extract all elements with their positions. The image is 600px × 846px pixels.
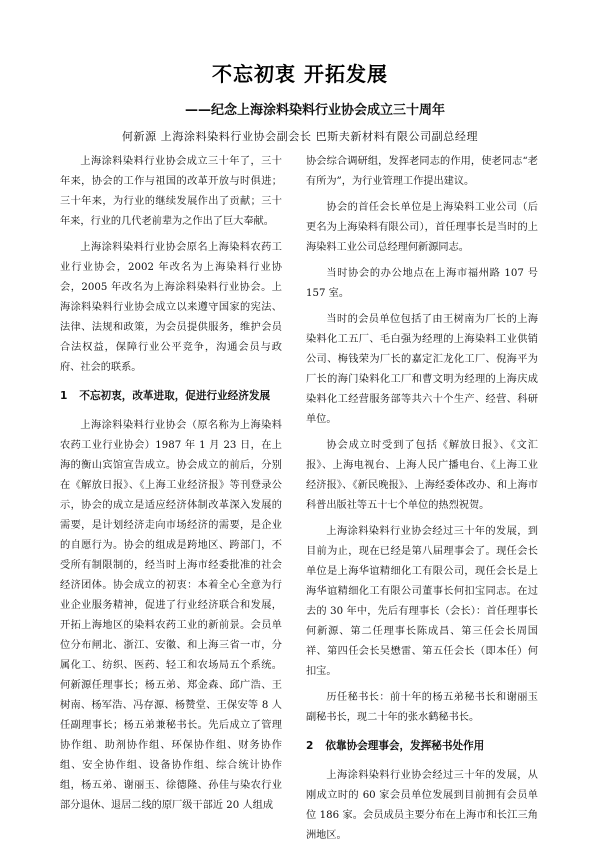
- section-number: 1: [60, 390, 68, 402]
- paragraph: 上海涂料染料行业协会原名上海染料农药工业行业协会，2002 年改名为上海染料行业协会，2005 年改名为上海涂料染料行业协会。上海涂料染料行业协会成立以来遵守国家的宪法、法律、法规和政策，为会员提供服务，维护会员合法权益，保障行业公平竞争，沟通会员与政府、社会的联系。: [60, 242, 282, 373]
- article-subtitle: ——纪念上海涂料染料行业协会成立三十周年: [184, 103, 445, 118]
- left-column: [60, 152, 282, 811]
- paragraph: 上海涂料染料行业协会（原名称为上海染料农药工业行业协会）1987 年 1 月 23 日，在上海的衡山宾馆宣告成立。协会成立的前后，分别在《解放日报》、《上海工业经济报》等刊登录公示，协会的成立是适应经济体制改革深入发展的需要，是计划经济走向市场经济的需要，是企业的自愿行为。协会的组成是跨地区、跨部门，不受所有制限制的，经当时上海市经委批准的社会经济团体。协会成立的初衷：本着全心全意为行业企业服务精神，促进了行业经济联合和发展，开拓上海地区的染料农药工业的新前景。会员单位分布闸北、浙江、安徽、和上海三省一市，分属化工、纺织、医药、轻工和农场局五个系统。何新源任理事长；杨五弟、郑金森、邱广浩、王树南、杨军浩、冯存源、杨赞堂、王保安等 8 人任副理事长；杨五弟兼秘书长。先后成立了管理协作组、助剂协作组、环保协作组、财务协作组、安全协作组、设备协作组、综合统计协作组，杨五弟、谢丽玉、徐德隆、孙佳与染农行业部分退休、退居二线的原厂级干部近 20 人组成: [60, 420, 282, 811]
- paragraph: 协会的首任会长单位是上海染料工业公司（后更名为上海染料有限公司），首任理事长是当时的上海染料工业公司总经理何新源同志。: [306, 202, 538, 253]
- paragraph: 协会综合调研组，发挥老同志的作用，使老同志“老有所为”，为行业管理工作提出建议。: [306, 156, 538, 187]
- paragraph: 上海涂料染料行业协会经过三十年的发展，到目前为止，现在已经是第八届理事会了。现任会长单位是上海华谊精细化工有限公司，现任会长是上海华谊精细化工有限公司董事长何扣宝同志。在过去的 30 年中，先后有理事长（会长）：首任理事长何新源、第二任理事长陈成昌、第三任会长周国祥、第四任会长吴懋雷、第五任会长（即本任）何扣宝。: [306, 526, 538, 677]
- paragraph: 上海涂料染料行业协会成立三十年了，三十年来，协会的工作与祖国的改革开放与时俱进；三十年来，为行业的继续发展作出了贡献；三十年来，行业的几代老前辈为之作出了巨大奉献。: [60, 156, 282, 227]
- section-title: 不忘初衷，改革进取，促进行业经济发展: [79, 390, 271, 402]
- section-number: 2: [306, 740, 314, 752]
- paragraph: 协会成立时受到了包括《解放日报》、《文汇报》、上海电视台、上海人民广播电台、《上海工业经济报》、《新民晚报》、上海经委体改办、和上海市科普出版社等五十七个单位的热烈祝贺。: [306, 440, 538, 511]
- paragraph: 历任秘书长：前十年的杨五弟秘书长和谢丽玉副秘书长，现二十年的张水鹤秘书长。: [306, 692, 538, 723]
- author-line: 何新源 上海涂料染料行业协会副会长 巴斯夫新材料有限公司副总经理: [121, 130, 479, 143]
- paragraph: 当时协会的办公地点在上海市福州路 107 号 157 室。: [306, 268, 538, 299]
- paragraph: 上海涂料染料行业协会经过三十年的发展，从刚成立时的 60 家会员单位发展到目前拥有会员单位 186 家。会员成员主要分布在上海市和长江三角洲地区。: [306, 770, 538, 841]
- section-title: 依靠协会理事会，发挥秘书处作用: [325, 740, 485, 752]
- article-title: 不忘初衷 开拓发展: [212, 62, 388, 86]
- article-header: [0, 58, 600, 144]
- right-column: [306, 152, 538, 841]
- section-heading: [306, 736, 538, 756]
- paragraph: 当时的会员单位包括了由王树南为厂长的上海染料化工五厂、毛白强为经理的上海染料工业供销公司、梅钱荣为厂长的嘉定汇龙化工厂、倪海平为厂长的海门染料化工厂和曹文明为经理的上海庆成染料化工经营服务部等共六十个生产、经营、科研单位。: [306, 314, 538, 425]
- section-heading: [60, 386, 282, 406]
